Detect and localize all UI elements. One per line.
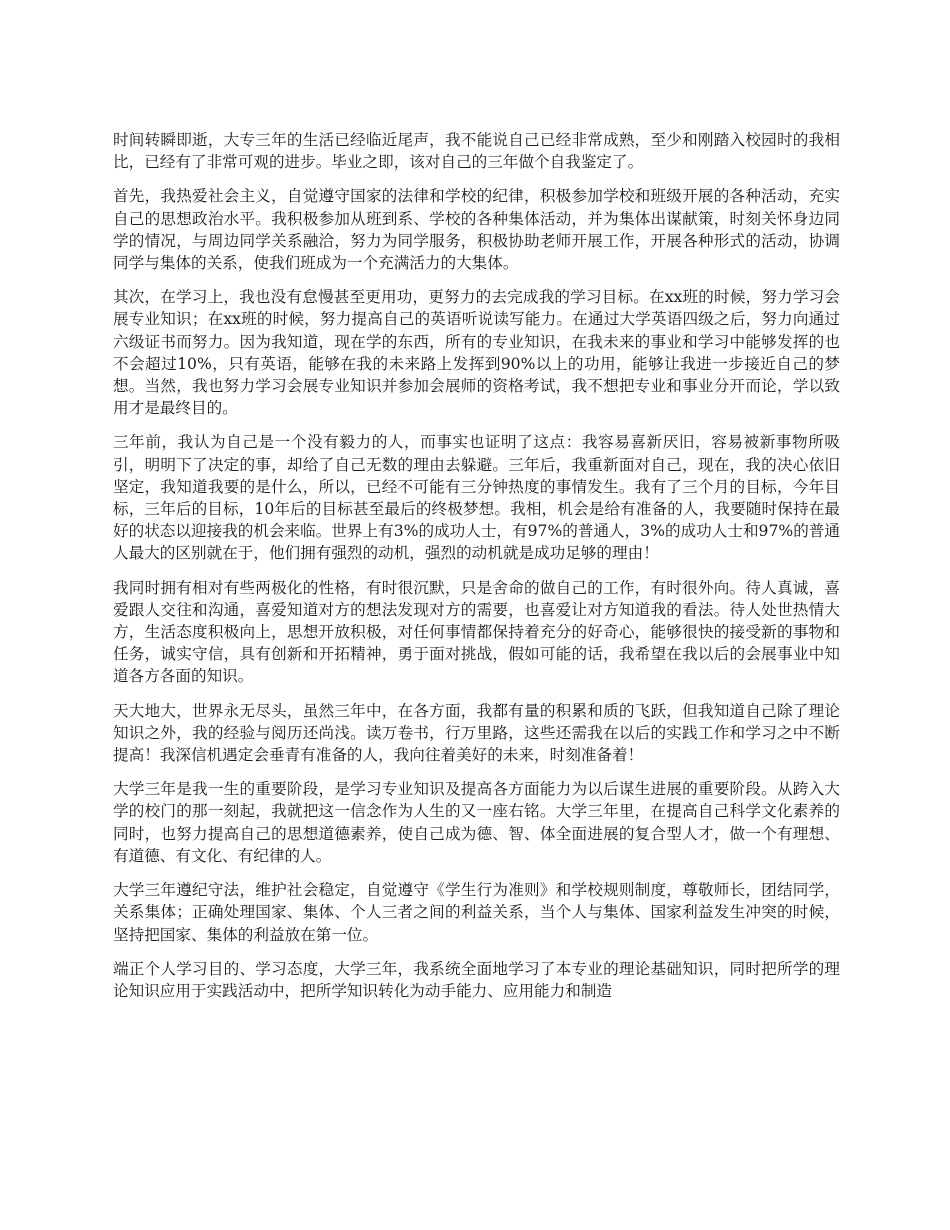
paragraph-study: 其次，在学习上，我也没有怠慢甚至更用功，更努力的去完成我的学习目标。在xx班的时候，努力学习会展专业知识；在xx班的时候，努力提高自己的英语听说读写能力。在通过大学英语四级之后，努力向通过六级证书而努力。因为我知道，现在学的东西，所有的专业知识，在我未来的事业和学习中能够发挥的也不会超过10%，只有英语，能够在我的未来路上发挥到90%以上的功用，能够让我进一步接近自己的梦想。当然，我也努力学习会展专业知识并参加会展师的资格考试，我不想把专业和事业分开而论，学以致用才是最终目的。 xyxy=(113,288,840,418)
paragraph-learning-attitude: 端正个人学习目的、学习态度，大学三年，我系统全面地学习了本专业的理论基础知识，同时把所学的理论知识应用于实践活动中，把所学知识转化为动手能力、应用能力和制造 xyxy=(113,959,840,1000)
paragraph-future: 天大地大，世界永无尽头，虽然三年中，在各方面，我都有量的积累和质的飞跃，但我知道自己除了理论知识之外，我的经验与阅历还尚浅。读万卷书，行万里路，这些还需我在以后的实践工作和学习之中不断提高！我深信机遇定会垂青有准备的人，我向往着美好的未来，时刻准备着！ xyxy=(113,701,840,765)
paragraph-personality: 我同时拥有相对有些两极化的性格，有时很沉默，只是舍命的做自己的工作，有时很外向。待人真诚，喜爱跟人交往和沟通，喜爱知道对方的想法发现对方的需要，也喜爱让对方知道我的看法。待人处世热情大方，生活态度积极向上，思想开放积极，对任何事情都保持着充分的好奇心，能够很快的接受新的事物和任务，诚实守信，具有创新和开拓精神，勇于面对挑战，假如可能的话，我希望在我以后的会展事业中知道各方各面的知识。 xyxy=(113,578,840,686)
paragraph-intro: 时间转瞬即逝，大专三年的生活已经临近尾声，我不能说自己已经非常成熟，至少和刚踏入校园时的我相比，已经有了非常可观的进步。毕业之即，该对自己的三年做个自我鉴定了。 xyxy=(113,131,840,172)
paragraph-political: 首先，我热爱社会主义，自觉遵守国家的法律和学校的纪律，积极参加学校和班级开展的各种活动，充实自己的思想政治水平。我积极参加从班到系、学校的各种集体活动，并为集体出谋献策，时刻关怀身边同学的情况，与周边同学关系融洽，努力为同学服务，积极协助老师开展工作，开展各种形式的活动，协调同学与集体的关系，使我们班成为一个充满活力的大集体。 xyxy=(113,187,840,273)
document-page xyxy=(113,129,840,1014)
paragraph-determination: 三年前，我认为自己是一个没有毅力的人，而事实也证明了这点：我容易喜新厌旧，容易被新事物所吸引，明明下了决定的事，却给了自己无数的理由去躲避。三年后，我重新面对自己，现在，我的决心依旧坚定，我知道我要的是什么，所以，已经不可能有三分钟热度的事情发生。我有了三个月的目标，今年目标，三年后的目标，10年后的目标甚至最后的终极梦想。我相，机会是给有准备的人，我要随时保持在最好的状态以迎接我的机会来临。世界上有3%的成功人士，有97%的普通人，3%的成功人士和97%的普通人最大的区别就在于，他们拥有强烈的动机，强烈的动机就是成功足够的理由！ xyxy=(113,433,840,563)
paragraph-university-stage: 大学三年是我一生的重要阶段，是学习专业知识及提高各方面能力为以后谋生进展的重要阶段。从跨入大学的校门的那一刻起，我就把这一信念作为人生的又一座右铭。大学三年里，在提高自己科学文化素养的同时，也努力提高自己的思想道德素养，使自己成为德、智、体全面进展的复合型人才，做一个有理想、有道德、有文化、有纪律的人。 xyxy=(113,780,840,865)
paragraph-discipline: 大学三年遵纪守法，维护社会稳定，自觉遵守《学生行为准则》和学校规则制度，尊敬师长，团结同学，关系集体；正确处理国家、集体、个人三者之间的利益关系，当个人与集体、国家利益发生冲突的时候，坚持把国家、集体的利益放在第一位。 xyxy=(113,881,840,944)
